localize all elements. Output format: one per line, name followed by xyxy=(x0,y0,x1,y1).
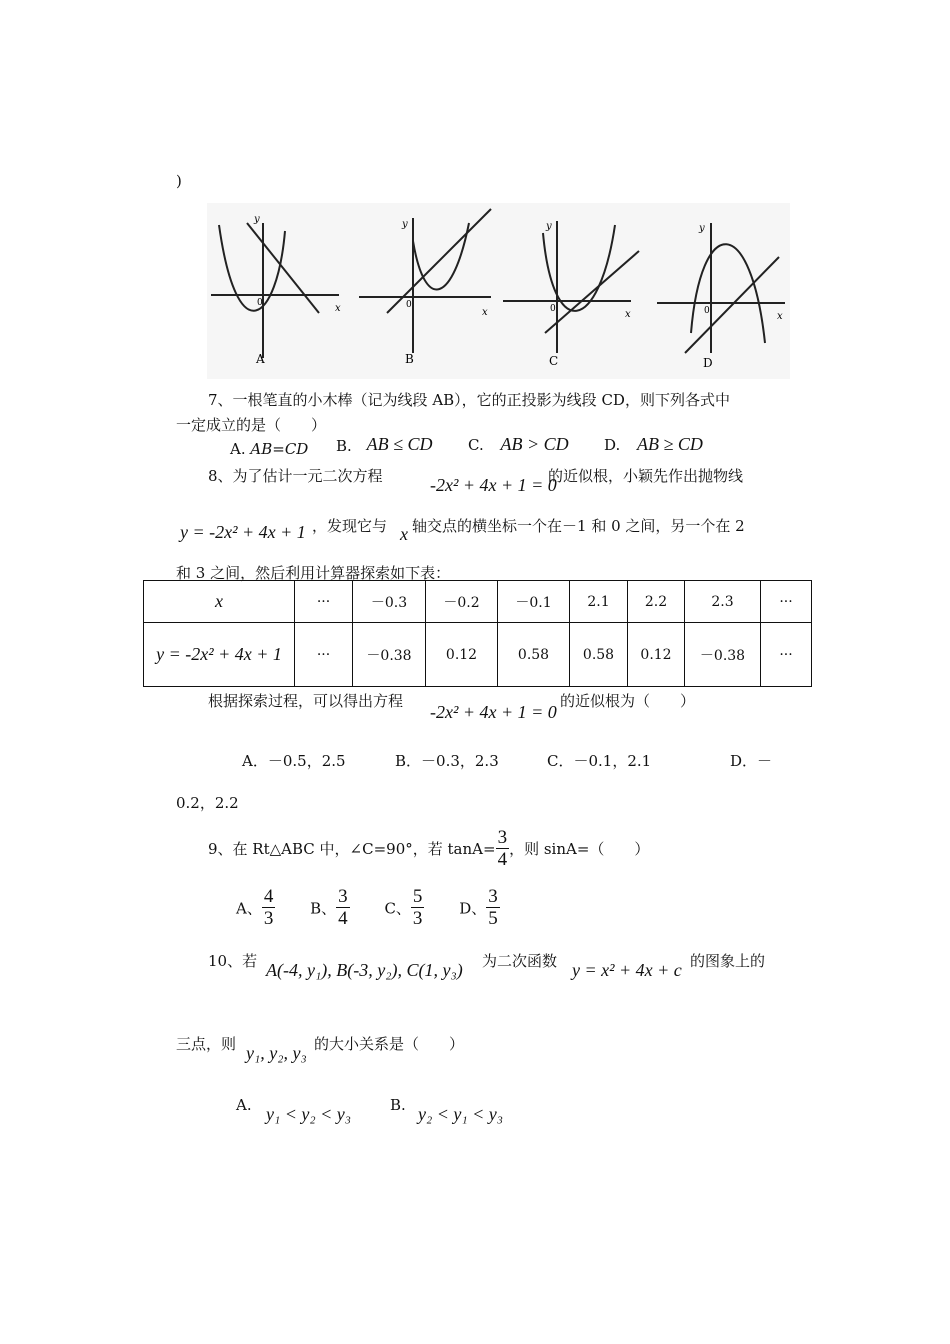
q8-after-prefix: 根据探索过程，可以得出方程 xyxy=(208,692,404,710)
q8-line2-b: 轴交点的横坐标一个在－1 和 0 之间，另一个在 2 xyxy=(412,517,745,535)
graph-c-y-label: y xyxy=(546,221,552,232)
table-cell: ··· xyxy=(761,581,812,623)
q10-option-a-text: y₁ < y₂ < y₃ xyxy=(266,1104,352,1124)
table-header-x: x xyxy=(144,581,295,623)
q10-vars: y₁, y₂, y₃ xyxy=(246,1043,307,1063)
graph-b-label: B xyxy=(405,352,414,366)
q7-option-a xyxy=(230,440,308,458)
q8-option-d: D．－ xyxy=(730,752,773,770)
q7-option-d xyxy=(604,434,703,455)
graph-a-y-label: y xyxy=(254,214,260,225)
q8-parabola: y = -2x² + 4x + 1 xyxy=(180,522,306,542)
q7-option-d-label: D. xyxy=(604,436,621,454)
graph-b-origin: 0 xyxy=(406,300,412,310)
q10-line2-b: 的大小关系是（ ） xyxy=(314,1035,465,1053)
q8-equation: -2x² + 4x + 1 = 0 xyxy=(430,475,557,495)
q9-options xyxy=(236,886,500,929)
table-cell: 0.58 xyxy=(570,623,628,687)
q10-prefix: 10、若 xyxy=(208,952,258,970)
graph-a-x-label: x xyxy=(335,303,341,314)
q7-option-b xyxy=(336,434,432,455)
table-cell: 0.58 xyxy=(498,623,570,687)
graph-d-label: D xyxy=(703,356,713,370)
table-cell: 2.2 xyxy=(628,581,685,623)
table-cell: ··· xyxy=(295,623,353,687)
graph-a-origin: 0 xyxy=(257,298,263,308)
graph-a-label: A xyxy=(256,352,265,366)
q10-option-a xyxy=(236,1096,252,1114)
table-cell: 2.3 xyxy=(685,581,761,623)
q9-suffix: ，则 sinA=（ ） xyxy=(509,840,650,858)
q8-after-suffix: 的近似根为（ ） xyxy=(560,692,696,710)
table-cell: 0.12 xyxy=(628,623,685,687)
top-paren: ) xyxy=(176,172,182,190)
q9-tan-fraction: $\frac{3}{4}$ xyxy=(497,827,508,870)
table-cell: －0.38 xyxy=(685,623,761,687)
graph-b-x-label: x xyxy=(482,307,488,318)
table-cell: －0.3 xyxy=(353,581,426,623)
q7-option-b-label: B. xyxy=(336,437,352,455)
q8-option-a: A．－0.5，2.5 xyxy=(242,752,346,770)
q9-option-a: A、 $\frac{4}{3}$ xyxy=(236,886,274,929)
q9-option-b: B、 $\frac{3}{4}$ xyxy=(310,886,348,929)
table-cell: －0.38 xyxy=(353,623,426,687)
q9-option-c: C、 $\frac{5}{3}$ xyxy=(384,886,423,929)
q10-option-b-text: y₂ < y₁ < y₃ xyxy=(418,1104,504,1124)
q10-option-b xyxy=(390,1096,406,1114)
graph-d-origin: 0 xyxy=(704,306,710,316)
table-cell: 0.12 xyxy=(426,623,498,687)
table-cell: 2.1 xyxy=(570,581,628,623)
q7-line2: 一定成立的是（ ） xyxy=(176,416,327,434)
q9-line xyxy=(208,827,649,870)
table-header-y: y = -2x² + 4x + 1 xyxy=(144,623,295,687)
table-cell: －0.2 xyxy=(426,581,498,623)
q10-middle: 为二次函数 xyxy=(482,952,558,970)
q8-line2-a: ，发现它与 xyxy=(312,517,388,535)
q8-table xyxy=(143,580,812,687)
q8-option-b: B．－0.3，2.3 xyxy=(395,752,499,770)
q10-suffix: 的图象上的 xyxy=(690,952,766,970)
q7-option-d-text: AB ≥ CD xyxy=(637,434,703,454)
table-row xyxy=(144,623,812,687)
q8-option-c: C．－0.1，2.1 xyxy=(547,752,652,770)
q10-option-b-label: B. xyxy=(390,1096,406,1114)
q9-prefix: 9、在 Rt△ABC 中，∠C=90°，若 tanA= xyxy=(208,840,496,858)
q7-option-c-label: C. xyxy=(468,436,484,454)
table-cell: ··· xyxy=(761,623,812,687)
q10-option-a-label: A. xyxy=(236,1096,252,1114)
q10-line2-a: 三点，则 xyxy=(176,1035,237,1053)
table-cell: ··· xyxy=(295,581,353,623)
q7-option-c xyxy=(468,434,569,455)
q10-points: A(-4, y₁), B(-3, y₂), C(1, y₃) xyxy=(266,960,463,980)
q8-suffix: 的近似根，小颖先作出抛物线 xyxy=(548,467,744,485)
q7-option-a-text: AB=CD xyxy=(250,440,309,458)
q7-option-b-text: AB ≤ CD xyxy=(366,434,433,454)
graph-d-y-label: y xyxy=(699,223,705,234)
table-row xyxy=(144,581,812,623)
graph-c-label: C xyxy=(549,354,559,368)
q8-prefix: 8、为了估计一元二次方程 xyxy=(208,467,383,485)
graph-b-y-label: y xyxy=(402,219,408,230)
q9-option-d: D、 $\frac{3}{5}$ xyxy=(459,886,498,929)
graph-d-x-label: x xyxy=(777,311,783,322)
q8-after-equation: -2x² + 4x + 1 = 0 xyxy=(430,702,557,722)
q8-line2-var: x xyxy=(400,524,408,544)
graphs-figure xyxy=(207,203,790,379)
q8-option-wrap: 0.2，2.2 xyxy=(176,794,239,812)
q7-line1: 7、一根笔直的小木棒（记为线段 AB），它的正投影为线段 CD，则下列各式中 xyxy=(208,391,730,409)
q7-option-c-text: AB > CD xyxy=(500,434,569,454)
table-cell: －0.1 xyxy=(498,581,570,623)
q10-function: y = x² + 4x + c xyxy=(572,960,682,980)
q7-option-a-label: A. xyxy=(230,440,246,458)
graph-c-origin: 0 xyxy=(550,304,556,314)
graph-c-x-label: x xyxy=(625,309,631,320)
q8-line3: 和 3 之间，然后利用计算器探索如下表： xyxy=(176,564,451,582)
